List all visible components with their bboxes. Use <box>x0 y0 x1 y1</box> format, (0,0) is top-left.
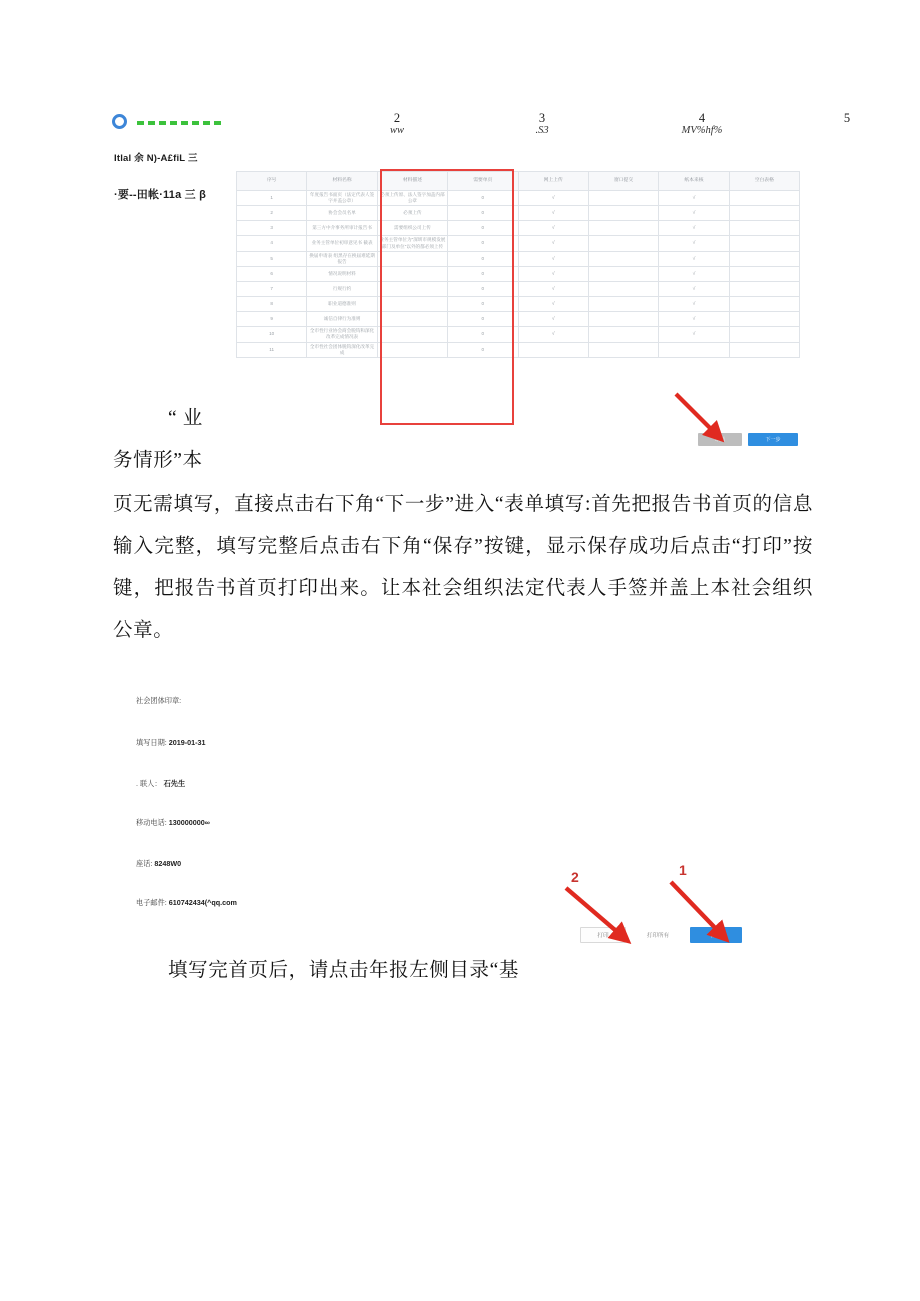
cell-blank-form <box>729 206 799 221</box>
table-row <box>237 342 800 357</box>
form-value-contact[interactable]: 石先生 <box>163 779 186 788</box>
cell-blank-form <box>729 191 799 206</box>
cell-index: 11 <box>237 342 307 357</box>
column-header-blank-form: 空白表格 <box>729 172 799 191</box>
cell-description: 业务主管单位为"深圳市规模发展部门及单位"以外的都必须上传 <box>377 236 447 251</box>
cell-blank-form <box>729 267 799 282</box>
table-row <box>237 282 800 297</box>
red-arrow-pointing-print-button <box>560 884 655 954</box>
form-field-mobile <box>136 818 210 828</box>
column-header-online-upload: 网上上传 <box>518 172 588 191</box>
cell-requirement: 0 <box>448 221 518 236</box>
column-header-window-submit: 窗口提交 <box>588 172 658 191</box>
cell-name: 行规行约 <box>307 282 377 297</box>
cell-description <box>377 312 447 327</box>
cell-index: 3 <box>237 221 307 236</box>
cell-description <box>377 282 447 297</box>
cell-window-submit <box>588 327 658 342</box>
red-arrow-pointing-next-button <box>672 390 732 450</box>
cell-window-submit <box>588 206 658 221</box>
cell-index: 9 <box>237 312 307 327</box>
cell-paper-check: √ <box>659 282 729 297</box>
annotation-number-1: 1 <box>679 862 687 878</box>
form-value-email[interactable]: 610742434(^qq.com <box>168 898 237 907</box>
table-row <box>237 312 800 327</box>
ocr-artifact-line-1: Itlal 余 N)-A£fiL 三 <box>114 153 198 164</box>
cell-requirement: 0 <box>448 206 518 221</box>
cell-index: 7 <box>237 282 307 297</box>
form-field-telephone <box>136 859 181 869</box>
cell-window-submit <box>588 191 658 206</box>
form-field-date <box>136 738 206 748</box>
cell-name: 诚信自律行为准则 <box>307 312 377 327</box>
stepper-step-2[interactable] <box>352 112 442 136</box>
cell-requirement: 0 <box>448 297 518 312</box>
cell-blank-form <box>729 327 799 342</box>
stepper-step-5-number: 5 <box>843 111 851 125</box>
cancel-button[interactable]: 取消 <box>698 433 742 446</box>
stepper-step-3-label: .S3 <box>535 125 549 137</box>
cell-description <box>377 342 447 357</box>
column-header-requirement: 需要单页 <box>448 172 518 191</box>
cell-paper-check: √ <box>659 221 729 236</box>
material-table <box>236 171 800 358</box>
column-header-index: 序号 <box>237 172 307 191</box>
cell-index: 6 <box>237 267 307 282</box>
cell-blank-form <box>729 312 799 327</box>
cell-description: 需要组织公司上传 <box>377 221 447 236</box>
stepper-step-4[interactable] <box>657 112 747 136</box>
form-label-mobile: 移动电话: <box>136 818 167 827</box>
paragraph-main: 页无需填写，直接点击右下角“下一步”进入“表单填写:首先把报告书首页的信息输入完整，填写完整后点击右下角“保存”按键，显示保存成功后点击“打印”按键，把报告书首页打印出来。让本社会组织法定代表人手签并盖上本社会组织公章。 <box>113 494 813 641</box>
table-row <box>237 206 800 221</box>
cell-window-submit <box>588 221 658 236</box>
cell-window-submit <box>588 282 658 297</box>
form-value-telephone[interactable]: 8248W0 <box>154 859 182 868</box>
cell-paper-check: √ <box>659 297 729 312</box>
cell-paper-check: √ <box>659 267 729 282</box>
form-value-date[interactable]: 2019-01-31 <box>168 738 206 747</box>
cell-description <box>377 251 447 266</box>
stepper-step-3[interactable] <box>497 112 587 136</box>
ocr-artifact-line-2: ·要--田帐·11a 三 β <box>114 189 207 201</box>
cell-paper-check: √ <box>659 251 729 266</box>
cell-online-upload: √ <box>518 267 588 282</box>
print-all-button[interactable]: 打印所有 <box>632 927 684 943</box>
cell-online-upload: √ <box>518 327 588 342</box>
table-row <box>237 221 800 236</box>
cell-index: 1 <box>237 191 307 206</box>
stepper-step-2-label: ww <box>389 125 404 137</box>
cell-name: 情况说明材料 <box>307 267 377 282</box>
stepper-step-2-number: 2 <box>393 111 401 125</box>
cell-index: 4 <box>237 236 307 251</box>
cell-requirement: 0 <box>448 267 518 282</box>
cell-name: 业务主管单位初审意见书 截表 <box>307 236 377 251</box>
form-value-mobile[interactable]: 130000000∞ <box>168 818 210 827</box>
cell-requirement: 0 <box>448 327 518 342</box>
stepper-step-4-number: 4 <box>698 111 706 125</box>
cell-blank-form <box>729 282 799 297</box>
cell-requirement: 0 <box>448 342 518 357</box>
cell-name: 第三方中介事务所审计报告书 <box>307 221 377 236</box>
table-row <box>237 191 800 206</box>
cell-index: 2 <box>237 206 307 221</box>
cell-paper-check: √ <box>659 191 729 206</box>
stepper-step-3-number: 3 <box>538 111 546 125</box>
cell-window-submit <box>588 251 658 266</box>
cell-name: 换届申请表 组黑存在换届难延期报告 <box>307 251 377 266</box>
form-label-contact: . 联人： <box>136 779 162 788</box>
step-circle-icon <box>112 114 127 129</box>
table-row <box>237 297 800 312</box>
stepper-step-5[interactable] <box>802 112 892 125</box>
paragraph-bottom: 填写完首页后，请点击年报左侧目录“基 <box>168 960 519 981</box>
cell-requirement: 0 <box>448 191 518 206</box>
table-header-row <box>237 172 800 191</box>
cell-blank-form <box>729 297 799 312</box>
cell-name: 协会会员名单 <box>307 206 377 221</box>
cell-paper-check: √ <box>659 327 729 342</box>
wizard-stepper <box>112 108 851 150</box>
cell-index: 5 <box>237 251 307 266</box>
cell-requirement: 0 <box>448 312 518 327</box>
save-button[interactable]: 保存 <box>690 927 742 943</box>
cell-description <box>377 297 447 312</box>
cell-paper-check <box>659 342 729 357</box>
cell-window-submit <box>588 236 658 251</box>
cell-index: 10 <box>237 327 307 342</box>
paragraph-inline-b: 务情形”本 <box>113 450 203 471</box>
cell-online-upload: √ <box>518 191 588 206</box>
cell-online-upload <box>518 342 588 357</box>
cell-requirement: 0 <box>448 282 518 297</box>
cell-blank-form <box>729 221 799 236</box>
cell-description <box>377 267 447 282</box>
column-header-name: 材料名称 <box>307 172 377 191</box>
print-button[interactable]: 打印 <box>580 927 626 943</box>
cell-description: 必须上传原、法人签字加盖内部公章 <box>377 191 447 206</box>
cell-window-submit <box>588 267 658 282</box>
cell-window-submit <box>588 342 658 357</box>
annotation-number-2: 2 <box>571 869 579 885</box>
cell-paper-check: √ <box>659 236 729 251</box>
form-field-email <box>136 898 237 908</box>
table-row <box>237 327 800 342</box>
cell-paper-check: √ <box>659 312 729 327</box>
material-table-body <box>237 191 800 358</box>
cell-online-upload: √ <box>518 236 588 251</box>
cell-window-submit <box>588 312 658 327</box>
column-header-paper-check: 纸本来核 <box>659 172 729 191</box>
cell-online-upload: √ <box>518 221 588 236</box>
cell-requirement: 0 <box>448 251 518 266</box>
cell-online-upload: √ <box>518 206 588 221</box>
dashed-connector-icon <box>137 121 223 125</box>
form-label-telephone: 座话: <box>136 859 153 868</box>
form-label-date: 填写日期: <box>136 738 167 747</box>
cell-name: 全市性社会团体脱钩深化改革完成 <box>307 342 377 357</box>
red-arrow-pointing-save-button <box>665 878 750 950</box>
cell-online-upload: √ <box>518 282 588 297</box>
cell-name: 年度报告书面页（法定代表人签字并盖公章） <box>307 191 377 206</box>
table-row <box>237 251 800 266</box>
cell-online-upload: √ <box>518 297 588 312</box>
cell-blank-form <box>729 236 799 251</box>
stepper-step-4-label: MV%hf% <box>681 125 723 137</box>
cell-description: 必须上传 <box>377 206 447 221</box>
cell-paper-check: √ <box>659 206 729 221</box>
cell-requirement: 0 <box>448 236 518 251</box>
table-row <box>237 236 800 251</box>
cell-online-upload: √ <box>518 251 588 266</box>
cell-window-submit <box>588 297 658 312</box>
table-row <box>237 267 800 282</box>
cell-name: 全市性行业协会商会脱钩和深化改革完成情况表 <box>307 327 377 342</box>
cell-online-upload: √ <box>518 312 588 327</box>
column-header-description: 材料描述 <box>377 172 447 191</box>
form-label-seal: 社会团体印章: <box>136 696 182 705</box>
cell-description <box>377 327 447 342</box>
form-field-contact <box>136 779 185 789</box>
cell-index: 8 <box>237 297 307 312</box>
next-step-button[interactable]: 下一步 <box>748 433 798 446</box>
cell-blank-form <box>729 342 799 357</box>
cell-name: 职业道德准则 <box>307 297 377 312</box>
paragraph-inline-a: “ 业 <box>168 408 203 429</box>
form-label-email: 电子邮件: <box>136 898 167 907</box>
form-field-seal <box>136 696 183 706</box>
cell-blank-form <box>729 251 799 266</box>
